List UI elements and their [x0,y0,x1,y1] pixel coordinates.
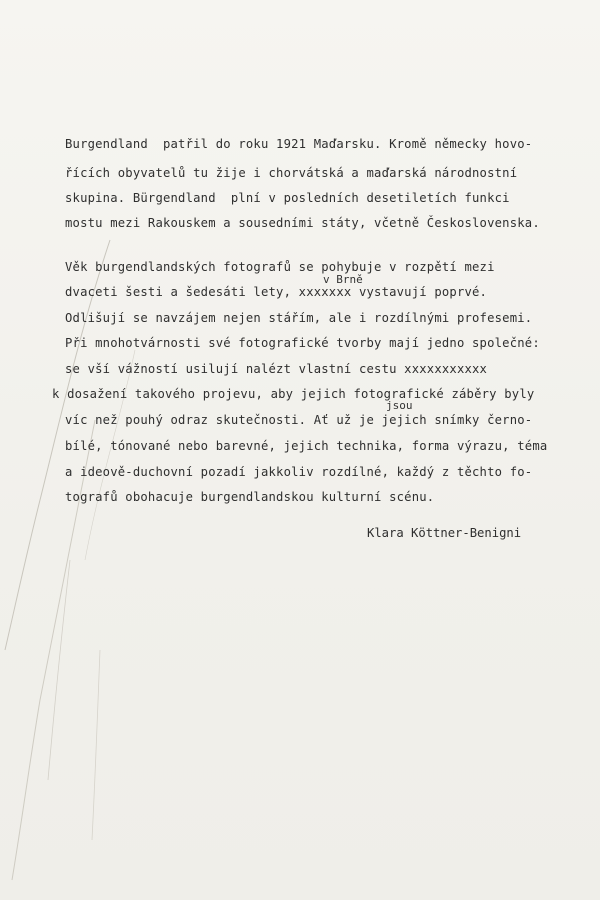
text-line: a ideově-duchovní pozadí jakkoliv rozdílné, každý z těchto fo- [65,465,533,479]
text-line: mostu mezi Rakouskem a sousedními státy, včetně Československa. [65,216,540,230]
signature: Klara Köttner-Benigni [367,526,522,540]
text-line: Odlišují se navzájem nejen stářím, ale i rozdílnými profesemi. [65,311,533,325]
text-line: se vší vážností usilují nalézt vlastní cestu xxxxxxxxxxx [65,362,488,376]
text-line: Burgendland patřil do roku 1921 Maďarsku. Kromě německy hovo- [65,137,533,151]
text-line: skupina. Bürgendland plní v posledních desetiletích funkci [65,191,510,205]
text-line: k dosažení takového projevu, aby jejich fotografické záběry byly [52,387,535,401]
text-line: tografů obohacuje burgendlandskou kulturní scénu. [65,490,435,504]
text-line: Věk burgendlandských fotografů se pohybuje v rozpětí mezi [65,260,495,274]
text-line: řících obyvatelů tu žije i chorvátská a maďarská národnostní [65,166,518,180]
handwritten-insertion: jsou [386,399,413,412]
text-line: bílé, tónované nebo barevné, jejich technika, forma výrazu, téma [65,439,548,453]
text-line: Při mnohotvárnosti své fotografické tvorby mají jedno společné: [65,336,540,350]
text-line: víc než pouhý odraz skutečnosti. Ať už je jejich snímky černo- [65,413,533,427]
text-line: dvaceti šesti a šedesáti lety, xxxxxxx vystavují poprvé. [65,285,488,299]
handwritten-insertion: v Brně [323,273,363,286]
